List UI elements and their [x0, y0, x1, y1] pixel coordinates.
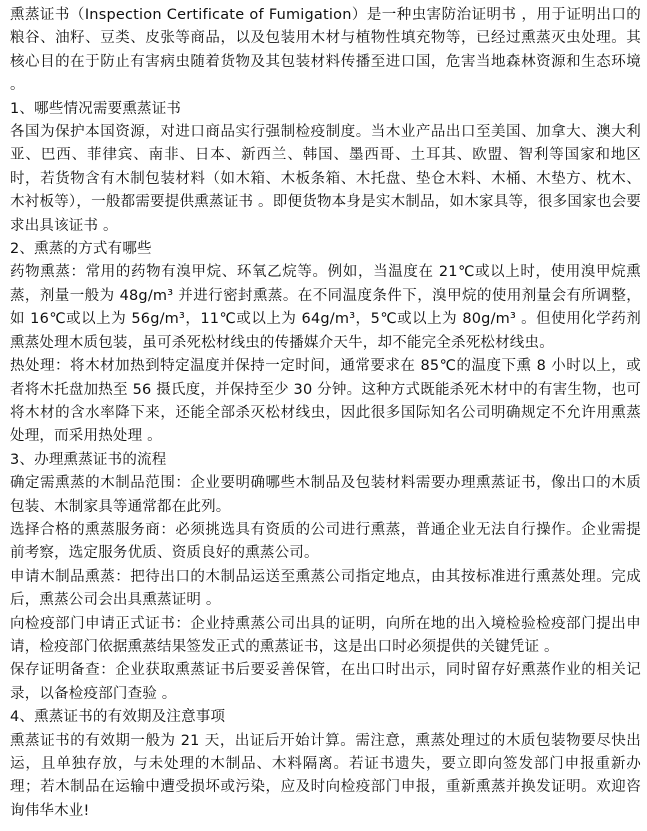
heat-treatment-paragraph: 热处理：将木材加热到特定温度并保持一定时间，通常要求在 85℃的温度下熏 8 小时以上，或者将木托盘加热至 56 摄氏度，并保持至少 30 分钟。这种方式既能杀死木材中的有害生物，也可将木材的含水率降下来，还能全部杀灭松材线虫，因此很多国际知名公司明确规定不允许用熏蒸处理，而采用热处理 。 — [10, 358, 641, 445]
chemical-fumigation-paragraph: 药物熏蒸：常用的药物有溴甲烷、环氧乙烷等。例如，当温度在 21℃或以上时，使用溴甲烷熏蒸，剂量一般为 48g/m³ 并进行密封熏蒸。在不同温度条件下，溴甲烷的使用剂量会有所调整，如 16℃或以上为 56g/m³，11℃或以上为 64g/m³，5℃或以上为 80g/m³ 。但使用化学药剂熏蒸处理木质包装，虽可杀死松材线虫的传播媒介天牛，却不能完全杀死松材线虫。 — [10, 264, 641, 351]
section-1-heading: 1、哪些情况需要熏蒸证书 — [10, 100, 182, 117]
process-step-4: 向检疫部门申请正式证书：企业持熏蒸公司出具的证明，向所在地的出入境检验检疫部门提出申请，检疫部门依据熏蒸结果签发正式的熏蒸证书，这是出口时必须提供的关键凭证 。 — [10, 615, 641, 655]
section-1-paragraph: 各国为保护本国资源，对进口商品实行强制检疫制度。当木业产品出口至美国、加拿大、澳大利亚、巴西、菲律宾、南非、日本、新西兰、韩国、墨西哥、土耳其、欧盟、智利等国家和地区时，若货物含有木制包装材料（如木箱、木板条箱、木托盘、垫仓木料、木桶、木垫方、枕木、木衬板等），一般都需要提供熏蒸证书 。即便货物本身是实木制品，如木家具等，很多国家也会要求出具该证书 。 — [10, 124, 641, 234]
section-4-heading: 4、熏蒸证书的有效期及注意事项 — [10, 709, 226, 726]
process-step-3: 申请木制品熏蒸：把待出口的木制品运送至熏蒸公司指定地点，由其按标准进行熏蒸处理。完成后，熏蒸公司会出具熏蒸证明 。 — [10, 568, 641, 609]
section-3-heading: 3、办理熏蒸证书的流程 — [10, 451, 167, 468]
process-step-5: 保存证明备查：企业获取熏蒸证书后要妥善保管，在出口时出示，同时留存好熏蒸作业的相关记录，以备检疫部门查验 。 — [10, 662, 641, 702]
intro-paragraph: 熏蒸证书（Inspection Certificate of Fumigation）是一种虫害防治证明书 ，用于证明出口的粮谷、油籽、豆类、皮张等商品，以及包装用木材与植物性填充物等，已经过熏蒸灭虫处理。其核心目的在于防止有害病虫随着货物及其包装材料传播至进口国，危害当地森林资源和生态环境 。 — [10, 7, 641, 94]
process-step-1: 确定需熏蒸的木制品范围：企业要明确哪些木制品及包装材料需要办理熏蒸证书，像出口的木质包装、木制家具等通常都在此列。 — [10, 475, 641, 515]
section-4-paragraph: 熏蒸证书的有效期一般为 21 天，出证后开始计算。需注意，熏蒸处理过的木质包装物要尽快出运，且单独存放，与未处理的木制品、木料隔离。若证书遗失，要立即向签发部门申报重新办理；若木制品在运输中遭受损坏或污染，应及时向检疫部门申报，重新熏蒸并换发证明。欢迎咨询伟华木业! — [10, 732, 641, 819]
section-2-heading: 2、熏蒸的方式有哪些 — [10, 241, 152, 258]
process-step-2: 选择合格的熏蒸服务商：必须挑选具有资质的公司进行熏蒸，普通企业无法自行操作。企业需提前考察，选定服务优质、资质良好的熏蒸公司。 — [10, 521, 641, 562]
